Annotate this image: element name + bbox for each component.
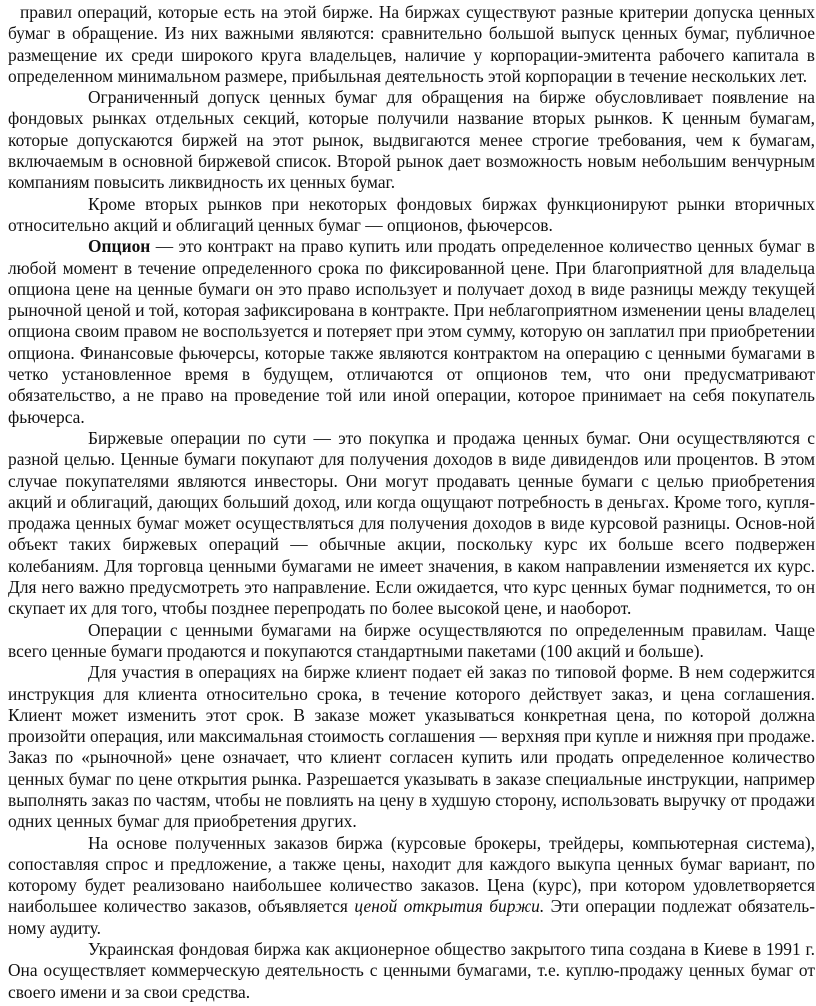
paragraph-text: Ограниченный допуск ценных бумаг для обращения на бирже обусловливает появление на фондовых рынках отдельных секций, которые получили название вторых рынков. К ценным бумагам, которые допускаются биржей на этот рынок, выдвигаются менее строгие требования, чем к бумагам, включаемым в основной биржевой список. Второй рынок дает возможность новым небольшим венчурным компаниям повысить ликвидность их ценных бумаг.	[8, 87, 815, 193]
paragraph-exchange-operations	[8, 428, 815, 620]
paragraph-derivative-markets	[8, 194, 815, 237]
paragraph-text: Кроме вторых рынков при некоторых фондовых биржах функционируют рынки вторичных относительно акций и облигаций ценных бумаг — опционов, фьючерсов.	[8, 193, 815, 235]
paragraph-ukrainian-exchange	[8, 939, 815, 1003]
paragraph-text: Биржевые операции по сути — это покупка и продажа ценных бумаг. Они осуществляются с разной целью. Ценные бумаги покупают для получения доходов в виде дивидендов или процентов. В этом случае покупателями являются инвесторы. Они могут продавать ценные бумаги с целью приобретения акций и облигаций, дающих больший доход, или когда ощущают потребность в деньгах. Кроме того, купля-продажа ценных бумаг может осуществляться для получения доходов в виде курсовой разницы. Основ-ной объект таких биржевых операций — обычные акции, поскольку курс их больше всего подвержен колебаниям. Для торговца ценными бумагами не имеет значения, в каком направлении изменяется их курс. Для него важно предусмотреть это направление. Если ожидается, что курс ценных бумаг поднимется, то он скупает их для того, чтобы позднее перепродать по более высокой цене, и наоборот.	[8, 427, 815, 619]
paragraph-option-definition	[8, 236, 815, 428]
paragraph-text: Операции с ценными бумагами на бирже осуществляются по определенным правилам. Чаще всего ценные бумаги продаются и покупаются стандартными пакетами (100 акций и больше).	[8, 619, 815, 661]
paragraph-trading-rules	[8, 620, 815, 663]
paragraph-listing-criteria	[8, 2, 815, 87]
term-option: Опцион	[88, 236, 151, 257]
paragraph-client-orders	[8, 662, 815, 832]
paragraph-text: Украинская фондовая биржа как акционерное общество закрытого типа создана в Киеве в 1991 г. Она осуществляет коммерческую деятельность с ценными бумагами, т.е. куплю-продажу ценных бумаг от своего имени и за свои средства.	[8, 939, 815, 1002]
paragraph-text-after: Эти операции подлежат обязатель-ному аудиту.	[8, 896, 815, 938]
paragraph-text: правил операций, которые есть на этой бирже. На биржах существуют разные критерии допуска ценных бумаг в обращение. Из них важными являются: сравнительно большой выпуск ценных бумаг, публичное размещение их среди широкого круга владельцев, наличие у корпорации-эмитента рабочего капитала в определенном минимальном размере, прибыльная деятельность этой корпорации в течение нескольких лет.	[8, 2, 815, 86]
paragraph-text: Для участия в операциях на бирже клиент подает ей заказ по типовой форме. В нем содержится инструкция для клиента относительно срока, в течение которого действует заказ, и цена соглашения. Клиент может изменить этот срок. В заказе может указываться конкретная цена, по которой должна произойти операция, или максимальная стоимость соглашения — верхняя при купле и нижняя при продаже. Заказ по «рыночной» цене означает, что клиент согласен купить или продать определенное количество ценных бумаг по цене открытия рынка. Разрешается указывать в заказе специальные инструкции, например выполнять заказ по частям, чтобы не повлиять на цену в худшую сторону, использовать выручку от продажи одних ценных бумаг для приобретения других.	[8, 662, 815, 832]
paragraph-text: — это контракт на право купить или продать определенное количество ценных бумаг в любой момент в течение определенного срока по фиксированной цене. При благоприятной для владельца опциона цене на ценные бумаги он это право использует и получает доход в виде разницы между текущей рыночной ценой и той, которая зафиксирована в контракте. При неблагоприятном изменении цены владелец опциона своим правом не воспользуется и потеряет при этом сумму, которую он заплатил при приобретении опциона. Финансовые фьючерсы, которые также являются контрактом на операцию с ценными бумагами в четко установленное время в будущем, отличаются от опционов тем, что они предусматривают обязательство, а не право на проведение той или иной операции, которое принимает на себя покупатель фьючерса.	[8, 236, 815, 427]
paragraph-opening-price	[8, 833, 815, 939]
paragraph-text: На основе полученных заказов биржа (курсовые брокеры, трейдеры, компьютерная система), сопоставляя спрос и предложение, а также цены, находит для каждого выкупа ценных бумаг вариант, по которому будет реализовано наибольшее количество заказов. Цена (курс), при котором удовлетворяется наибольшее количество заказов, объявляется	[8, 832, 815, 917]
paragraph-second-markets	[8, 87, 815, 193]
emphasized-term-opening-price: ценой открытия биржи.	[354, 896, 545, 917]
